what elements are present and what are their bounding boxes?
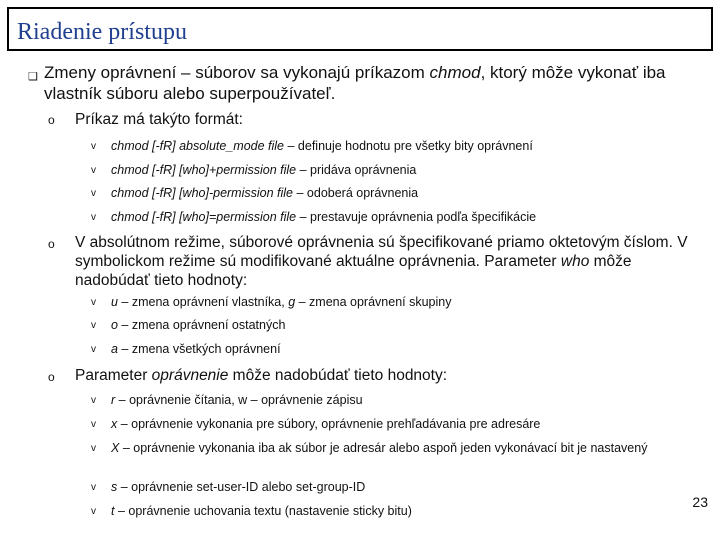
bullet-diamond-icon: v bbox=[91, 395, 96, 406]
bullet-diamond-icon: v bbox=[91, 188, 96, 199]
sub-2-item-1: u – zmena oprávnení vlastníka, g – zmena oprávnení skupiny bbox=[111, 295, 452, 309]
bullet-circle-icon: o bbox=[48, 113, 55, 127]
sub-1-item-2: chmod [-fR] [who]+permission file – pridáva oprávnenia bbox=[111, 163, 417, 177]
sub-2-text: V absolútnom režime, súborové oprávnenia sú špecifikované priamo oktetovým číslom. V symbolickom režime sú modifikované aktuálne oprávnenia. Parameter who môže nadobúdať tieto hodnoty: bbox=[75, 234, 688, 289]
title-box bbox=[7, 7, 713, 51]
bullet-diamond-icon: v bbox=[91, 506, 96, 517]
bullet-circle-icon: o bbox=[48, 370, 55, 384]
slide-title: Riadenie prístupu bbox=[17, 19, 187, 45]
bullet-diamond-icon: v bbox=[91, 320, 96, 331]
bullet-diamond-icon: v bbox=[91, 482, 96, 493]
page-number: 23 bbox=[692, 494, 708, 510]
sub-1-text: Príkaz má takýto formát: bbox=[75, 111, 243, 128]
sub-3-item-5: t – oprávnenie uchovania textu (nastavenie sticky bitu) bbox=[111, 504, 412, 518]
sub-3-item-4: s – oprávnenie set-user-ID alebo set-group-ID bbox=[111, 480, 366, 494]
sub-2-item-2: o – zmena oprávnení ostatných bbox=[111, 318, 286, 332]
bullet-circle-icon: o bbox=[48, 237, 55, 251]
bullet-diamond-icon: v bbox=[91, 344, 96, 355]
sub-1-item-1: chmod [-fR] absolute_mode file – definuje hodnotu pre všetky bity oprávnení bbox=[111, 139, 533, 153]
sub-3-item-2: x – oprávnenie vykonania pre súbory, oprávnenie prehľadávania pre adresáre bbox=[111, 417, 541, 431]
bullet-diamond-icon: v bbox=[91, 212, 96, 223]
item-1-text: Zmeny oprávnení – súborov sa vykonajú príkazom chmod, ktorý môže vykonať iba vlastník súboru alebo superpoužívateľ. bbox=[44, 63, 666, 103]
sub-3-item-3: X – oprávnenie vykonania iba ak súbor je adresár alebo aspoň jeden vykonávací bit je nastavený bbox=[111, 441, 648, 455]
sub-1-item-3: chmod [-fR] [who]-permission file – odoberá oprávnenia bbox=[111, 186, 419, 200]
bullet-diamond-icon: v bbox=[91, 419, 96, 430]
sub-1-item-4: chmod [-fR] [who]=permission file – prestavuje oprávnenia podľa špecifikácie bbox=[111, 210, 537, 224]
bullet-diamond-icon: v bbox=[91, 165, 96, 176]
sub-3-item-1: r – oprávnenie čítania, w – oprávnenie zápisu bbox=[111, 393, 363, 407]
bullet-diamond-icon: v bbox=[91, 443, 96, 454]
sub-2-item-3: a – zmena všetkých oprávnení bbox=[111, 342, 281, 356]
sub-3-text: Parameter oprávnenie môže nadobúdať tieto hodnoty: bbox=[75, 367, 448, 384]
bullet-diamond-icon: v bbox=[91, 297, 96, 308]
bullet-diamond-icon: v bbox=[91, 141, 96, 152]
bullet-square-icon: ❑ bbox=[28, 71, 38, 83]
